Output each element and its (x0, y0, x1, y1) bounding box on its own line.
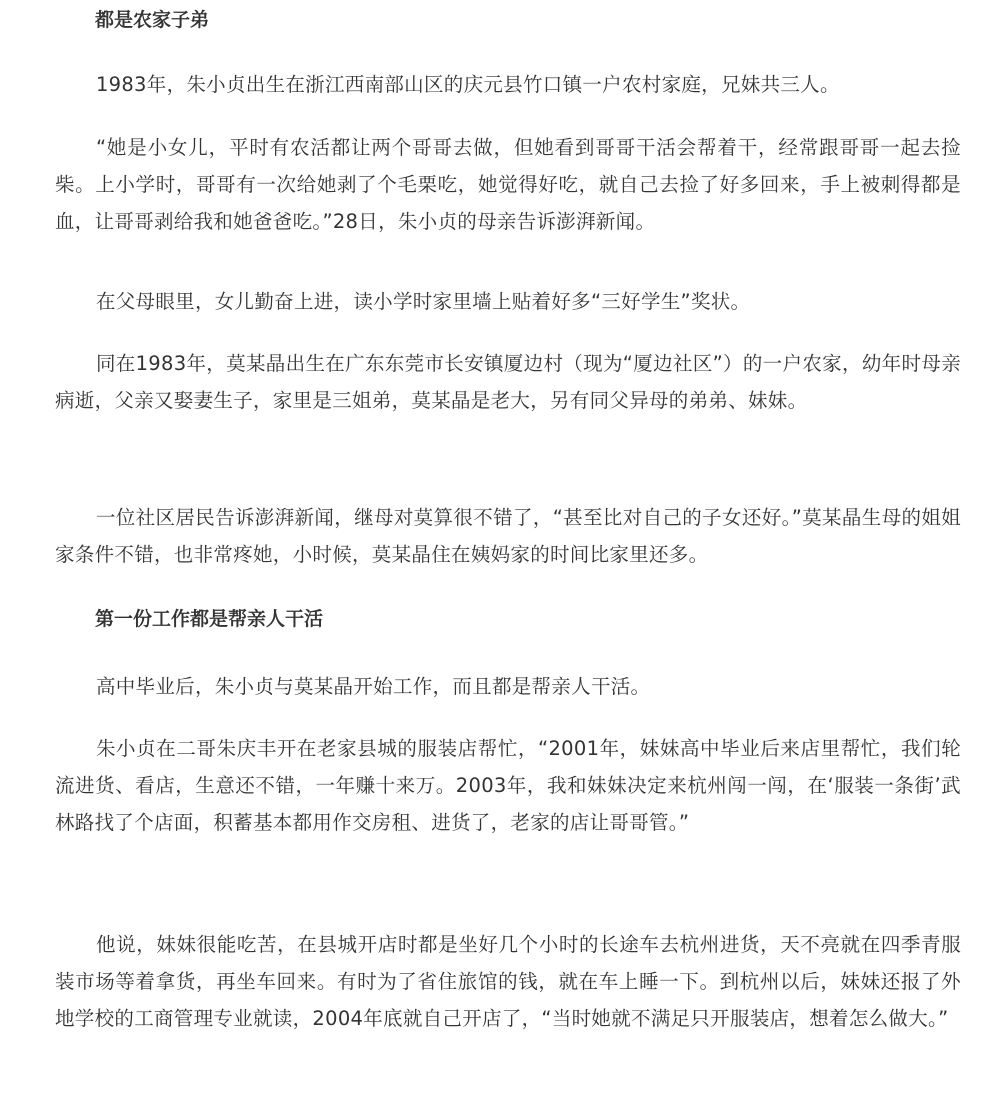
section-heading: 第一份工作都是帮亲人干活 (95, 608, 324, 630)
section-heading: 都是农家子弟 (95, 9, 210, 31)
paragraph: 在父母眼里，女儿勤奋上进，读小学时家里墙上贴着好多“三好学生”奖状。 (95, 290, 751, 313)
paragraph: 一位社区居民告诉澎湃新闻，继母对莫算很不错了，“甚至比对自己的子女还好。”莫某晶生母的姐姐家条件不错，也非常疼她，小时候，莫某晶住在姨妈家的时间比家里还多。 (55, 506, 961, 566)
paragraph: 1983年，朱小贞出生在浙江西南部山区的庆元县竹口镇一户农村家庭，兄妹共三人。 (95, 73, 840, 96)
paragraph: 他说，妹妹很能吃苦，在县城开店时都是坐好几个小时的长途车去杭州进货，天不亮就在四季青服装市场等着拿货，再坐车回来。有时为了省住旅馆的钱，就在车上睡一下。到杭州以后，妹妹还报了外地学校的工商管理专业就读，2004年底就自己开店了，“当时她就不满足只开服装店，想着怎么做大。” (55, 933, 961, 1030)
paragraph: “她是小女儿，平时有农活都让两个哥哥去做，但她看到哥哥干活会帮着干，经常跟哥哥一起去捡柴。上小学时，哥哥有一次给她剥了个毛栗吃，她觉得好吃，就自己去捡了好多回来，手上被刺得都是血，让哥哥剥给我和她爸爸吃。”28日，朱小贞的母亲告诉澎湃新闻。 (55, 136, 961, 233)
paragraph: 高中毕业后，朱小贞与莫某晶开始工作，而且都是帮亲人干活。 (95, 675, 651, 698)
paragraph: 朱小贞在二哥朱庆丰开在老家县城的服装店帮忙，“2001年，妹妹高中毕业后来店里帮忙，我们轮流进货、看店，生意还不错，一年赚十来万。2003年，我和妹妹决定来杭州闯一闯，在‘服装一条街’武林路找了个店面，积蓄基本都用作交房租、进货了，老家的店让哥哥管。” (55, 737, 961, 834)
paragraph: 同在1983年，莫某晶出生在广东东莞市长安镇厦边村（现为“厦边社区”）的一户农家，幼年时母亲病逝，父亲又娶妻生子，家里是三姐弟，莫某晶是老大，另有同父异母的弟弟、妹妹。 (55, 352, 961, 412)
